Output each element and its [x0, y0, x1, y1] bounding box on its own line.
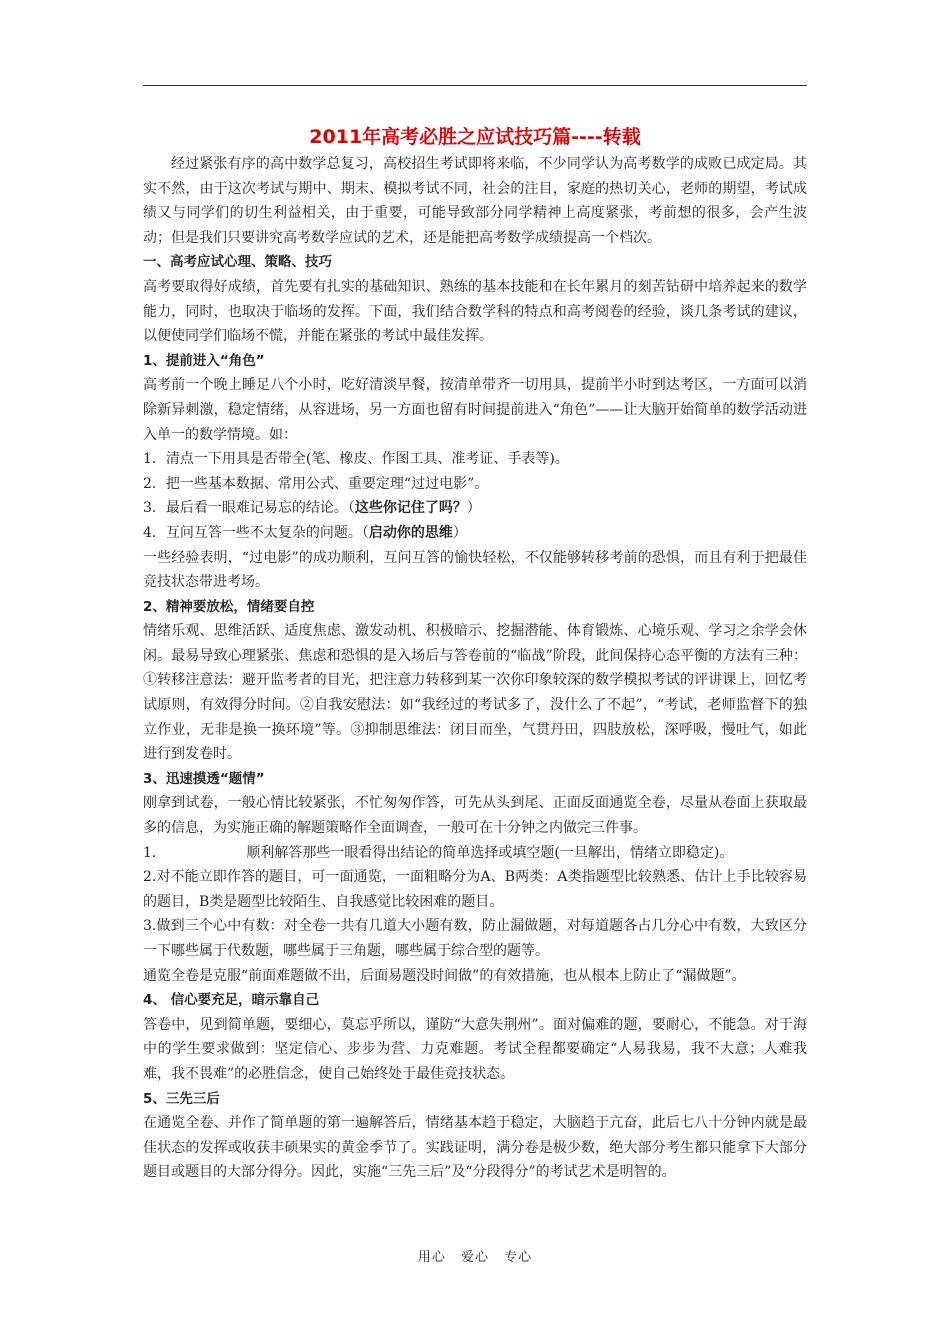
list-item: 2．把一些基本数据、常用公式、重要定理“过过电影”。 — [143, 475, 489, 492]
section-1-heading: 一、高考应试心理、策略、技巧 — [143, 254, 332, 271]
list-number: 1. — [143, 844, 157, 861]
subsection-5-paragraph: 在通览全卷、并作了简单题的第一遍解答后，情绪基本趋于稳定，大脑趋于亢奋，此后七八十分钟内就是最佳状态的发挥或收获丰硕果实的黄金季节了。实践证明，满分卷是极少数，绝大部分考生都只能拿下大部分题目或题目的大部分得分。因此，实施“三先三后”及“分段得分”的考试艺术是明智的。 — [143, 1115, 807, 1181]
list-item-emphasis: 这些你记住了吗？ — [354, 500, 467, 517]
list-item: 3.做到三个心中有数：对全卷一共有几道大小题有数，防止漏做题，对每道题各占几分心中有数，大致区分一下哪些属于代数题，哪些属于三角题，哪些属于综合型的题等。 — [143, 918, 807, 959]
subsection-2-paragraph: 情绪乐观、思维活跃、适度焦虑、激发动机、积极暗示、挖掘潜能、体育锻炼、心境乐观、学习之余学会休闲。最易导致心理紧张、焦虑和恐惧的是入场后与答卷前的“临战”阶段，此间保持心态平衡的方法有三种：①转移注意法：避开监考者的目光，把注意力转移到某一次你印象较深的数学模拟考试的评讲课上，回忆考试原则，有效得分时间。②自我安慰法：如“我经过的考试多了，没什么了不起”，“考试，老师监督下的独立作业，无非是换一换环境”等。③抑制思维法：闭目而坐，气贯丹田，四肢放松，深呼吸，慢吐气，如此进行到发卷时。 — [143, 623, 807, 763]
subsection-2-heading: 2、精神要放松，情绪要自控 — [143, 598, 315, 615]
list-item-end: ） — [452, 524, 467, 541]
header-rule — [143, 85, 807, 86]
list-item-emphasis: 启动你的思维 — [368, 524, 453, 541]
list-item-end: ） — [466, 500, 481, 517]
list-item-text: 顺利解答那些一眼看得出结论的简单选择或填空题(一旦解出，情绪立即稳定)。 — [246, 844, 734, 861]
subsection-3-paragraph-2: 通览全卷是克服“前面难题做不出，后面易题没时间做”的有效措施，也从根本上防止了“漏做题”。 — [143, 967, 746, 984]
subsection-3-heading: 3、迅速摸透“题情” — [143, 770, 265, 787]
section-1-paragraph: 高考要取得好成绩，首先要有扎实的基础知识、熟练的基本技能和在长年累月的刻苦钻研中培养起来的数学能力，同时，也取决于临场的发挥。下面，我们结合数学科的特点和高考阅卷的经验，谈几条考试的建议，以便使同学们临场不慌，并能在紧张的考试中最佳发挥。 — [143, 278, 807, 345]
subsection-3-paragraph: 刚拿到试卷，一般心情比较紧张，不忙匆匆作答，可先从头到尾、正面反面通览全卷，尽量从卷面上获取最多的信息，为实施正确的解题策略作全面调查，一般可在十分钟之内做完三件事。 — [143, 795, 807, 837]
page-footer: 用心 爱心 专心 — [417, 1250, 533, 1265]
subsection-4-paragraph: 答卷中，见到简单题，要细心，莫忘乎所以，谨防“大意失荆州”。面对偏难的题，要耐心，不能急。对于海中的学生要求做到：坚定信心、步步为营、力克难题。考试全程都要确定“人易我易，我不大意；人难我难，我不畏难”的必胜信念，使自己始终处于最佳竞技状态。 — [143, 1016, 807, 1082]
intro-paragraph: 经过紧张有序的高中数学总复习，高校招生考试即将来临，不少同学认为高考数学的成败已成定局。其实不然，由于这次考试与期中、期末、模拟考试不同，社会的注目，家庭的热切关心，老师的期望，考试成绩又与同学们的切生利益相关，由于重要，可能导致部分同学精神上高度紧张，考前想的很多，会产生波动；但是我们只要讲究高考数学应试的艺术，还是能把高考数学成绩提高一个档次。 — [143, 156, 807, 246]
subsection-1-heading: 1、提前进入“角色” — [143, 352, 265, 369]
list-item — [143, 841, 807, 866]
subsection-5-heading: 5、三先三后 — [143, 1090, 220, 1107]
subsection-1-paragraph-2: 一些经验表明，“过电影”的成功顺利，互问互答的愉快轻松，不仅能够转移考前的恐惧，而且有利于把最佳竞技状态带进考场。 — [143, 549, 807, 591]
list-item-text: 3．最后看一眼难记易忘的结论。（ — [143, 500, 355, 517]
list-item — [143, 521, 807, 546]
document-title: 2011年高考必胜之应试技巧篇----转载 — [309, 126, 641, 148]
subsection-4-heading: 4、 信心要充足，暗示靠自己 — [143, 992, 320, 1009]
document-body — [143, 118, 807, 1185]
subsection-1-paragraph: 高考前一个晚上睡足八个小时，吃好清淡早餐，按清单带齐一切用具，提前半小时到达考区，一方面可以消除新异刺激，稳定情绪，从容进场，另一方面也留有时间提前进入“角色”——让大脑开始简单的数学活动进入单一的数学情境。如： — [143, 377, 807, 443]
list-item — [143, 496, 807, 521]
list-item: 1．清点一下用具是否带全(笔、橡皮、作图工具、准考证、手表等)。 — [143, 451, 569, 468]
list-item: 2.对不能立即作答的题目，可一面通览，一面粗略分为A、B两类：A类指题型比较熟悉、估计上手比较容易的题目，B类是题型比较陌生、自我感觉比较困难的题目。 — [143, 869, 807, 910]
list-item-text: 4．互问互答一些不太复杂的问题。（ — [143, 524, 369, 541]
